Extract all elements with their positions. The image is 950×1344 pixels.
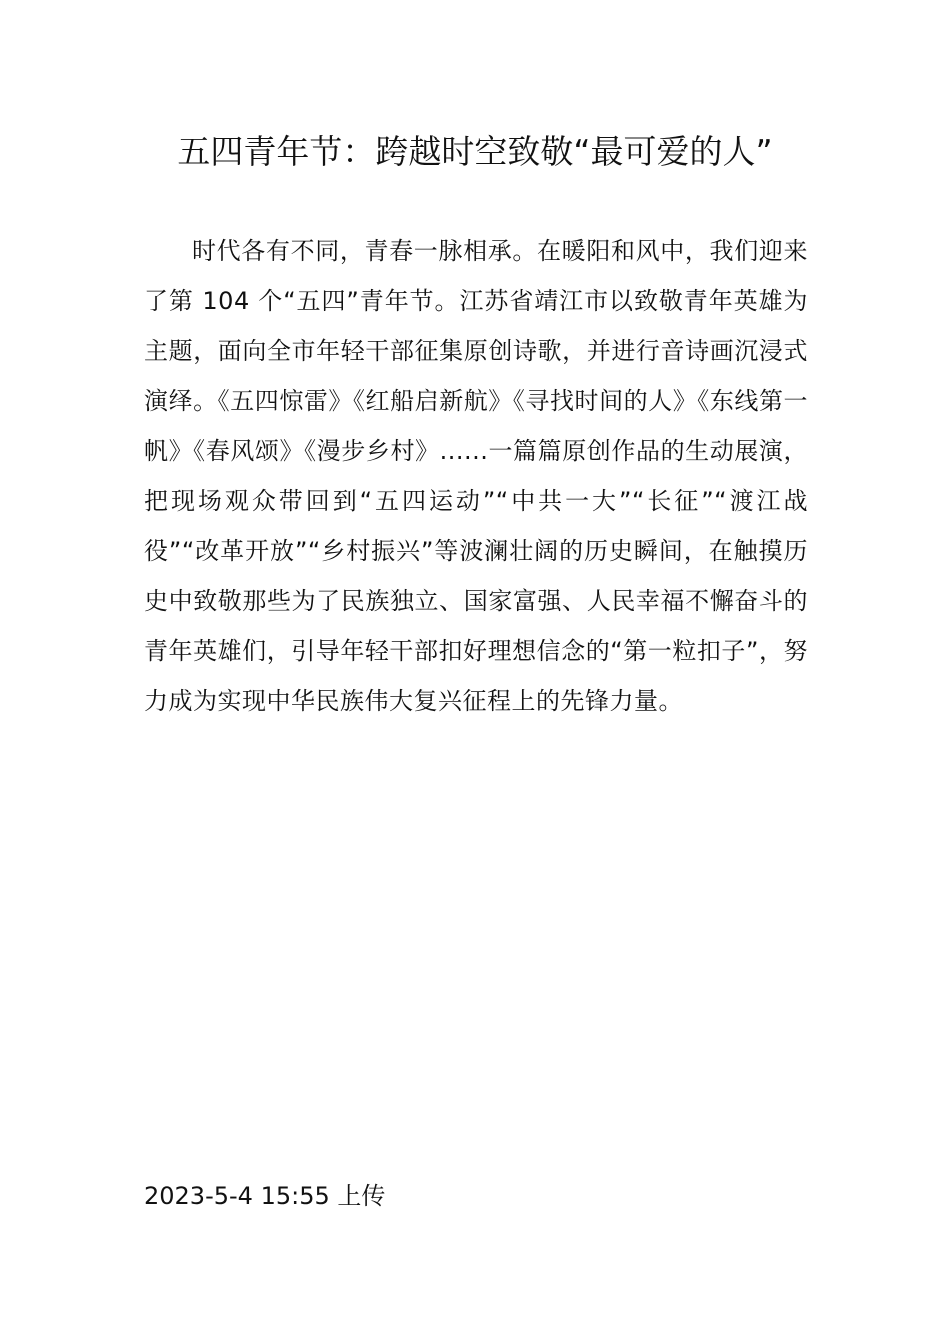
upload-timestamp: 2023-5-4 15:55 上传 <box>144 1182 386 1210</box>
document-title: 五四青年节：跨越时空致敬“最可爱的人” <box>177 132 773 171</box>
body-paragraph: 时代各有不同，青春一脉相承。在暖阳和风中，我们迎来了第 104 个“五四”青年节。江苏省靖江市以致敬青年英雄为主题，面向全市年轻干部征集原创诗歌，并进行音诗画沉浸式演绎。《五四惊雷》《红船启新航》《寻找时间的人》《东线第一帆》《春风颂》《漫步乡村》......一篇篇原创作品的生动展演，把现场观众带回到“五四运动”“中共一大”“长征”“渡江战役”“改革开放”“乡村振兴”等波澜壮阔的历史瞬间，在触摸历史中致敬那些为了民族独立、国家富强、人民幸福不懈奋斗的青年英雄们，引导年轻干部扣好理想信念的“第一粒扣子”，努力成为实现中华民族伟大复兴征程上的先锋力量。 <box>144 237 808 715</box>
